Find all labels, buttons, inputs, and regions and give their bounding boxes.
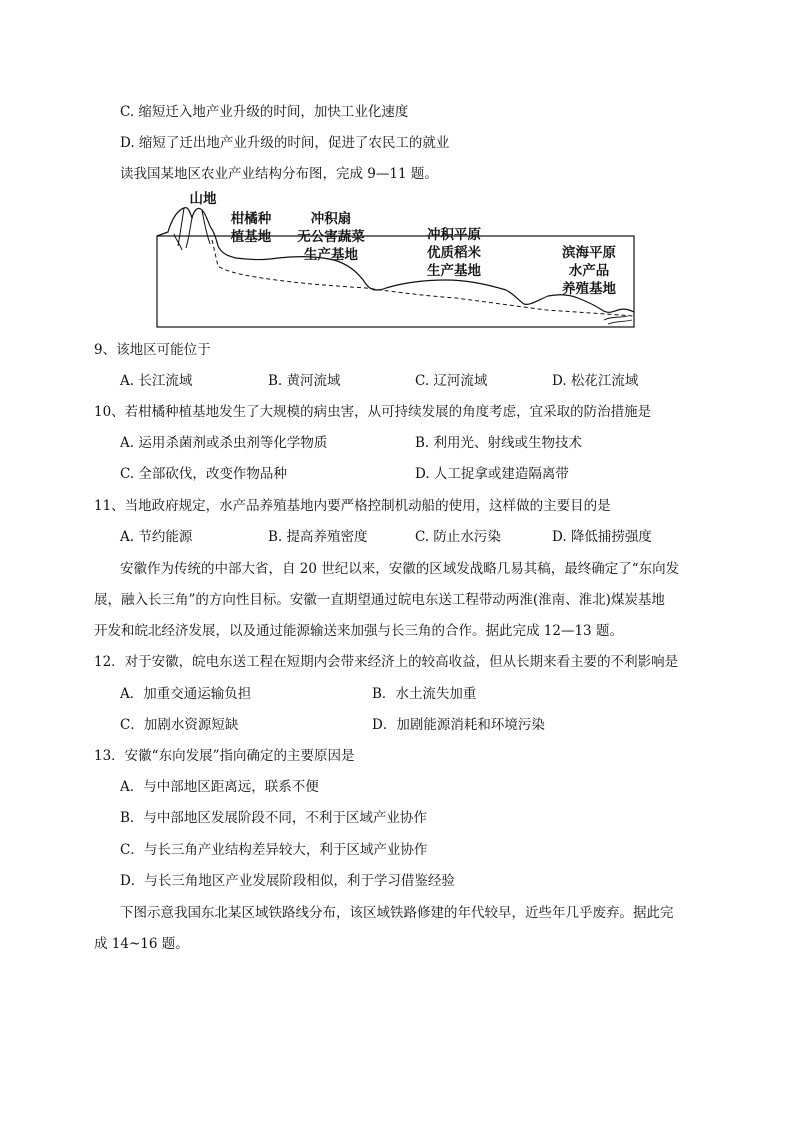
q11-stem: 11、当地政府规定，水产品养殖基地内要严格控制机动船的使用，这样做的主要目的是 [94, 498, 611, 514]
q13-option-d: D．与长三角地区产业发展阶段相似，利于学习借鉴经验 [120, 873, 455, 889]
q9-option-b: B. 黄河流域 [268, 373, 341, 389]
label-plain-line1: 冲积平原 [427, 227, 481, 243]
q13-stem: 13．安徽“东向发展”指向确定的主要原因是 [94, 748, 355, 764]
q11-option-a: A. 节约能源 [120, 529, 193, 545]
passage-14-16-line1: 下图示意我国东北某区域铁路线分布，该区域铁路修建的年代较早，近些年几乎废弃。据此完 [120, 905, 674, 921]
label-alluvial-fan [276, 210, 386, 264]
q12-option-a: A．加重交通运输负担 [120, 686, 252, 702]
q12-stem: 12．对于安徽，皖电东送工程在短期内会带来经济上的较高收益，但从长期来看主要的不利影响是 [94, 654, 679, 670]
label-citrus-line1: 柑橘种 [230, 211, 272, 227]
q10-option-c: C. 全部砍伐，改变作物品种 [120, 466, 287, 482]
intro-9-11: 读我国某地区农业产业结构分布图，完成 9—11 题。 [120, 166, 438, 182]
q9-option-d: D. 松花江流域 [552, 373, 639, 389]
q10-option-a: A. 运用杀菌剂或杀虫剂等化学物质 [120, 435, 328, 451]
q12-option-c: C．加剧水资源短缺 [120, 717, 239, 733]
label-mountain: 山地 [189, 191, 217, 207]
q10-stem: 10、若柑橘种植基地发生了大规模的病虫害，从可持续发展的角度考虑，宜采取的防治措施是 [94, 404, 652, 420]
q12-option-d: D．加剧能源消耗和环境污染 [372, 717, 545, 733]
q11-option-b: B. 提高养殖密度 [268, 529, 368, 545]
option-d-prev: D. 缩短了迁出地产业升级的时间，促进了农民工的就业 [120, 135, 450, 151]
label-plain-line3: 生产基地 [427, 263, 481, 279]
passage-12-13-line1: 安徽作为传统的中部大省，自 20 世纪以来，安徽的区域发战略几易其稿，最终确定了“东向发 [120, 561, 680, 577]
q13-option-c: C．与长三角产业结构差异较大，利于区域产业协作 [120, 842, 428, 858]
label-alluvial-plain [404, 226, 504, 280]
label-plain-line2: 优质稻米 [427, 245, 481, 261]
q12-option-b: B．水土流失加重 [372, 686, 477, 702]
passage-12-13-line3: 开发和皖北经济发展，以及通过能源输送来加强与长三角的合作。据此完成 12—13 题。 [94, 623, 623, 639]
q10-option-d: D. 人工捉拿或建造隔离带 [415, 466, 569, 482]
label-coastal-plain [544, 244, 634, 298]
label-citrus [224, 210, 278, 246]
label-coastal-line2: 水产品 [568, 263, 610, 279]
passage-14-16-line2: 成 14~16 题。 [94, 936, 189, 952]
q11-option-c: C. 防止水污染 [415, 529, 501, 545]
option-c-prev: C. 缩短迁入地产业升级的时间，加快工业化速度 [120, 104, 409, 120]
label-fan-line2: 无公害蔬菜 [297, 229, 365, 245]
q13-option-a: A．与中部地区距离远，联系不便 [120, 779, 319, 795]
label-citrus-line2: 植基地 [230, 229, 272, 245]
label-fan-line1: 冲积扇 [310, 211, 352, 227]
q11-option-d: D. 降低捕捞强度 [552, 529, 652, 545]
label-coastal-line1: 滨海平原 [562, 245, 616, 261]
q9-option-c: C. 辽河流域 [415, 373, 488, 389]
label-coastal-line3: 养殖基地 [562, 281, 616, 297]
q10-option-b: B. 利用光、射线或生物技术 [415, 435, 583, 451]
label-fan-line3: 生产基地 [304, 247, 358, 263]
agriculture-profile-diagram [156, 188, 636, 330]
passage-12-13-line2: 展，融入长三角”的方向性目标。安徽一直期望通过皖电东送工程带动两淮(淮南、淮北)煤炭基地 [94, 592, 665, 608]
q9-stem: 9、该地区可能位于 [94, 342, 211, 358]
q9-option-a: A. 长江流域 [120, 373, 193, 389]
q13-option-b: B．与中部地区发展阶段不同，不利于区域产业协作 [120, 810, 427, 826]
